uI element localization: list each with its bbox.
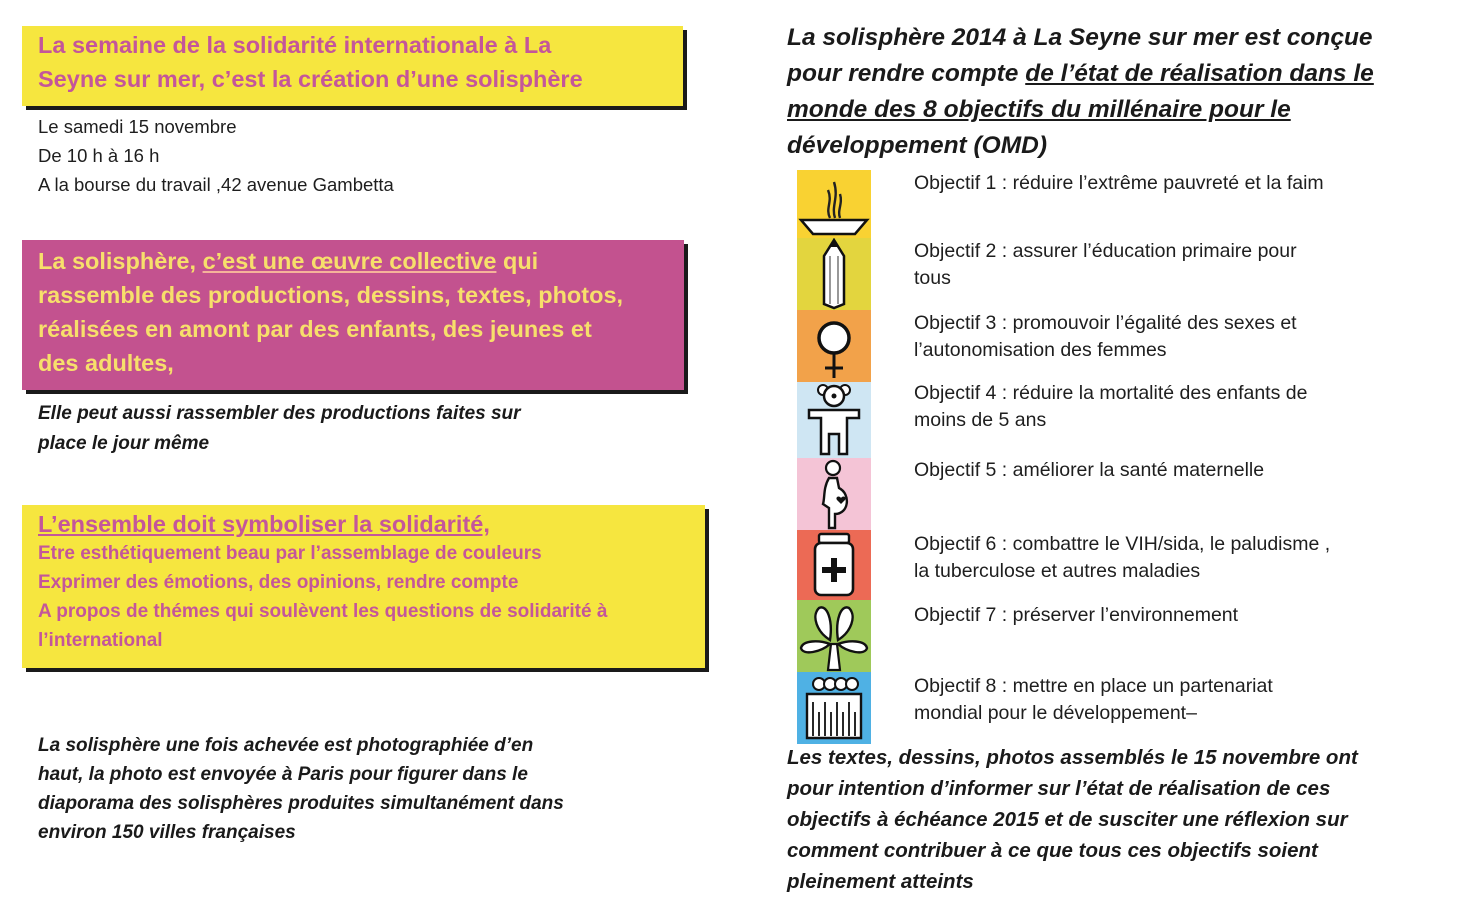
note-line: environ 150 villes françaises	[38, 822, 296, 843]
symbolism-line: Etre esthétiquement beau par l’assemblage de couleurs	[38, 543, 542, 564]
objective-8	[914, 673, 1434, 727]
collective-line: rassemble des productions, dessins, textes, photos,	[38, 282, 624, 308]
note-line: diaporama des solisphères produites simultanément dans	[38, 793, 564, 814]
objective-3	[914, 310, 1434, 364]
symbolism-line: Exprimer des émotions, des opinions, rendre compte	[38, 572, 519, 593]
closing-line: Les textes, dessins, photos assemblés le 15 novembre ont	[787, 746, 1358, 769]
closing-statement	[787, 742, 1457, 897]
objective-6	[914, 531, 1434, 585]
objective-text: Objectif 2 : assurer l’éducation primaire pour	[914, 240, 1297, 262]
note-line: place le jour même	[38, 433, 210, 454]
objective-text: tous	[914, 267, 951, 289]
event-info	[38, 112, 394, 199]
objective-text: Objectif 6 : combattre le VIH/sida, le paludisme ,	[914, 533, 1331, 555]
collective-line: des adultes,	[38, 350, 174, 376]
intro-line: développement (OMD)	[787, 132, 1047, 159]
objective-text: Objectif 8 : mettre en place un partenariat	[914, 675, 1273, 697]
pregnant-woman-icon	[797, 458, 871, 530]
objective-1	[914, 170, 1434, 197]
child-teddy-icon	[797, 382, 871, 458]
objective-5	[914, 457, 1434, 484]
intro-line-emphasis: monde des 8 objectifs du millénaire pour le	[787, 96, 1291, 123]
closing-line: objectifs à échéance 2015 et de susciter une réflexion sur	[787, 808, 1348, 831]
intro-line: La solisphère 2014 à La Seyne sur mer est conçue	[787, 24, 1373, 51]
collective-prefix: La solisphère,	[38, 248, 203, 274]
event-hours: De 10 h à 16 h	[38, 145, 160, 166]
tree-leaves-icon	[797, 600, 871, 672]
collective-suffix: qui	[496, 248, 539, 274]
objective-7	[914, 602, 1434, 629]
event-location: A la bourse du travail ,42 avenue Gambetta	[38, 174, 394, 195]
note-line: Elle peut aussi rassembler des productions faites sur	[38, 403, 521, 424]
mdg-icon-column	[797, 170, 871, 744]
objective-text: Objectif 5 : améliorer la santé maternelle	[914, 459, 1265, 481]
collective-work-text	[38, 244, 688, 380]
pencil-icon	[797, 238, 871, 310]
closing-line: comment contribuer à ce que tous ces objectifs soient	[787, 839, 1318, 862]
intro-line-plain: pour rendre compte	[787, 60, 1026, 87]
objective-2	[914, 238, 1434, 292]
objective-text: Objectif 1 : réduire l’extrême pauvreté et la faim	[914, 172, 1324, 194]
symbolism-line: A propos de thémes qui soulèvent les questions de solidarité à	[38, 601, 608, 622]
objective-text: l’autonomisation des femmes	[914, 339, 1167, 361]
soup-bowl-icon	[797, 170, 871, 238]
event-title-line: La semaine de la solidarité internationale à La	[38, 32, 552, 58]
symbolism-line: l’international	[38, 630, 163, 651]
objective-text: moins de 5 ans	[914, 409, 1047, 431]
event-date: Le samedi 15 novembre	[38, 116, 237, 137]
intro-heading	[787, 20, 1457, 164]
female-symbol-icon	[797, 310, 871, 382]
objective-4	[914, 380, 1434, 434]
objective-text: la tuberculose et autres maladies	[914, 560, 1201, 582]
closing-line: pour intention d’informer sur l’état de réalisation de ces	[787, 777, 1331, 800]
people-group-icon	[797, 672, 871, 744]
photo-note	[38, 731, 678, 847]
symbolism-box	[22, 505, 705, 668]
event-title-line: Seyne sur mer, c’est la création d’une solisphère	[38, 66, 583, 92]
note-line: La solisphère une fois achevée est photographiée d’en	[38, 735, 534, 756]
objective-text: Objectif 4 : réduire la mortalité des enfants de	[914, 382, 1308, 404]
medicine-jar-icon	[797, 530, 871, 600]
closing-line: pleinement atteints	[787, 870, 974, 893]
objective-text: Objectif 3 : promouvoir l’égalité des sexes et	[914, 312, 1297, 334]
objective-text: mondial pour le développement–	[914, 702, 1197, 724]
collective-work-box	[22, 240, 684, 390]
collective-emphasis: c’est une œuvre collective	[202, 248, 497, 274]
intro-line-emphasis: de l’état de réalisation dans le	[1025, 60, 1374, 87]
note-line: haut, la photo est envoyée à Paris pour figurer dans le	[38, 764, 528, 785]
onsite-production-note	[38, 399, 638, 459]
collective-line: réalisées en amont par des enfants, des jeunes et	[38, 316, 592, 342]
event-title-banner	[22, 26, 683, 106]
event-title	[38, 28, 583, 96]
symbolism-heading: L’ensemble doit symboliser la solidarité,	[38, 511, 490, 537]
objective-text: Objectif 7 : préserver l’environnement	[914, 604, 1239, 626]
